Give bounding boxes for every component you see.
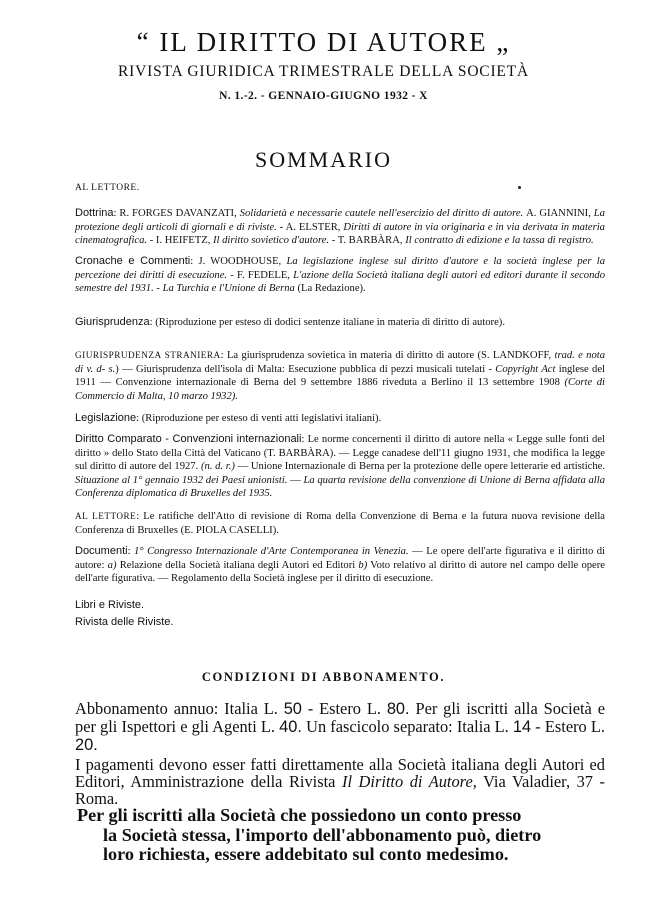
price-text: Un fascicolo separato: Italia L. — [306, 717, 509, 736]
address: Via Valadier, 37 - Roma. — [75, 772, 605, 808]
toc-label: Diritto Comparato - Convenzioni internazionali — [75, 433, 302, 445]
toc-colon: : — [136, 413, 142, 424]
toc-text: La giurisprudenza sovietica in materia di diritto di autore (S. LANDKOFF, — [226, 350, 552, 361]
toc-note: trad. e nota di v. d- s. — [75, 350, 605, 375]
toc-entry-diritto-comparato — [75, 433, 605, 501]
toc-title: 1° Congresso Internazionale d'Arte Contemporanea in Venezia. — [134, 546, 409, 557]
toc-text: ) — Giurisprudenza dell'isola di Malta: Esecuzione pubblica di pezzi musicali tutelati - — [115, 363, 492, 375]
toc-title: Diritti di autore in via originaria e in via derivata in materia cinematografica. — [75, 221, 605, 247]
toc-note: (n. d. r.) — [200, 461, 235, 473]
toc-title: Solidarietà e necessarie cautele nell'esercizio del diritto di autore. — [239, 208, 524, 219]
toc-text: — — [290, 474, 301, 486]
price-value: 40. — [279, 718, 302, 736]
journal-name: Il Diritto di Autore, — [342, 772, 477, 791]
toc-author: - T. BARBÀRA, — [331, 235, 403, 247]
toc-note: (Corte di Commercio di Malta, 10 marzo 1932). — [75, 377, 605, 402]
toc-title: Situazione al 1° gennaio 1932 dei Paesi unionisti. — [75, 474, 288, 486]
toc-title: La protezione degli articoli di giornali e di riviste. — [75, 208, 605, 233]
toc-colon: : — [149, 317, 156, 328]
toc-label: Cronache e Commenti — [75, 255, 191, 267]
toc-text: Le ratifiche dell'Atto di revisione di Roma della Convenzione di Berna e la futura nuova revisione della Conferenza di Bruxelles (E. PIOLA CASELLI). — [75, 511, 605, 536]
toc-label: Giurisprudenza — [75, 316, 150, 328]
toc-author: - A. ELSTER, — [279, 221, 341, 233]
toc-text: — Unione Internazionale di Berna per la protezione delle opere letterarie ed artistiche. — [237, 461, 605, 473]
toc-title: Il diritto sovietico d'autore. — [213, 235, 330, 247]
toc-text: Voto relativo al diritto di autore nel campo delle opere dell'arte figurativa. — Regolamento della Società inglese per il diritto di esecuzione. — [75, 559, 605, 585]
toc-entry-giurisprudenza — [75, 316, 605, 330]
toc-colon: : — [136, 511, 144, 522]
toc-entry-dottrina — [75, 207, 605, 248]
toc-label: Documenti — [75, 545, 128, 557]
toc-entry-libri: Libri e Riviste. — [75, 599, 145, 611]
toc-colon: : — [127, 546, 135, 557]
issue-number: N. 1.-2. - GENNAIO-GIUGNO 1932 - X — [219, 90, 428, 102]
toc-colon: : — [220, 350, 227, 361]
toc-note: b) — [358, 559, 368, 571]
toc-title: Copyright Act — [495, 363, 556, 375]
toc-text: (Riproduzione per esteso di venti atti legislativi italiani). — [141, 413, 382, 424]
toc-author: J. WOODHOUSE, — [198, 256, 282, 267]
price-value: 80. — [386, 700, 410, 718]
toc-text: Le norme concernenti il diritto di autore nella « Legge sulle fonti del diritto » dello Stato della Città del Vaticano (T. BARBÀRA). — Legge canadese dell'11 giugno 1931, che modifica la legge sul diritto di autore del 1927. — [75, 434, 605, 473]
toc-entry-al-lettore — [75, 510, 605, 537]
toc-title: La legislazione inglese sul diritto d'autore e la società inglese per la percezione dei diritti di esecuzione. — [75, 256, 605, 281]
toc-author: A. GIANNINI, — [526, 208, 591, 219]
toc-author: - I. HEIFETZ, — [149, 235, 211, 247]
toc-label: Dottrina — [75, 207, 114, 219]
price-text: Abbonamento annuo: Italia L. — [75, 699, 278, 718]
notice-line: la Società stessa, l'importo dell'abbonamento può, dietro — [103, 824, 542, 845]
journal-subtitle: RIVISTA GIURIDICA TRIMESTRALE DELLA SOCIETÀ — [118, 63, 529, 80]
toc-title: La quarta revisione della convenzione di Unione di Berna affidata alla Conferenza diplomatica di Bruxelles del 1935. — [75, 474, 605, 500]
toc-entry-legislazione — [75, 412, 605, 426]
notice-line: Per gli iscritti alla Società che possiedono un conto presso — [77, 805, 522, 825]
sommario-heading: SOMMARIO — [254, 147, 393, 172]
toc-text: inglese del 1911 — Convenzione internazionale di Berna del 9 settembre 1886 riveduta a Berlino il 13 settembre 1908 — [75, 363, 605, 389]
ink-dot — [518, 186, 521, 189]
subscription-prices — [75, 700, 605, 754]
price-text: - Estero L. — [307, 699, 381, 718]
journal-title: “ IL DIRITTO DI AUTORE „ — [136, 27, 511, 57]
price-value: 20. — [75, 736, 98, 754]
toc-note: a) — [107, 559, 117, 571]
price-text: - Estero L. — [535, 717, 605, 736]
toc-title: - La Turchia e l'Unione di Berna — [156, 283, 295, 295]
toc-colon: : — [190, 256, 199, 267]
toc-label: Legislazione — [75, 412, 137, 424]
toc-note: (La Redazione). — [297, 283, 366, 295]
price-text: Per gli iscritti alla Società e per gli Ispettori e gli Agenti L. — [75, 699, 605, 736]
toc-colon: : — [301, 434, 308, 445]
toc-text: — Le opere dell'arte figurativa e il diritto di autore: — [75, 546, 605, 571]
toc-entry-rivista: Rivista delle Riviste. — [75, 616, 174, 628]
price-value: 14 — [512, 718, 532, 736]
payment-instructions — [75, 756, 605, 807]
toc-author: - F. FEDELE, — [230, 269, 290, 281]
toc-title: L'azione della Società italiana degli autori ed editori durante il secondo semestre del 1931. — [75, 269, 605, 295]
toc-label: AL LETTORE — [75, 511, 137, 521]
toc-entry-cronache — [75, 255, 605, 296]
toc-entry-documenti — [75, 545, 605, 586]
toc-title: Il contratto di edizione e la tassa di registro. — [405, 235, 594, 247]
notice-line: loro richiesta, essere addebitato sul conto medesimo. — [103, 844, 509, 864]
toc-colon: : — [113, 208, 120, 219]
subscription-heading: CONDIZIONI DI ABBONAMENTO. — [201, 670, 446, 684]
toc-label: GIURISPRUDENZA STRANIERA — [75, 350, 221, 360]
toc-text: Relazione della Società italiana degli Autori ed Editori — [119, 559, 356, 571]
al-lettore-entry: AL LETTORE. — [75, 183, 140, 193]
toc-entry-giurisprudenza-straniera — [75, 349, 605, 403]
toc-text: (Riproduzione per esteso di dodici sentenze italiane in materia di diritto di autore). — [155, 317, 505, 328]
account-debit-notice — [75, 806, 605, 865]
toc-author: R. FORGES DAVANZATI, — [119, 208, 237, 219]
price-value: 50 — [283, 700, 302, 718]
payment-text: I pagamenti devono esser fatti direttamente alla Società italiana degli Autori ed Editori, Amministrazione della Rivista — [75, 755, 605, 791]
